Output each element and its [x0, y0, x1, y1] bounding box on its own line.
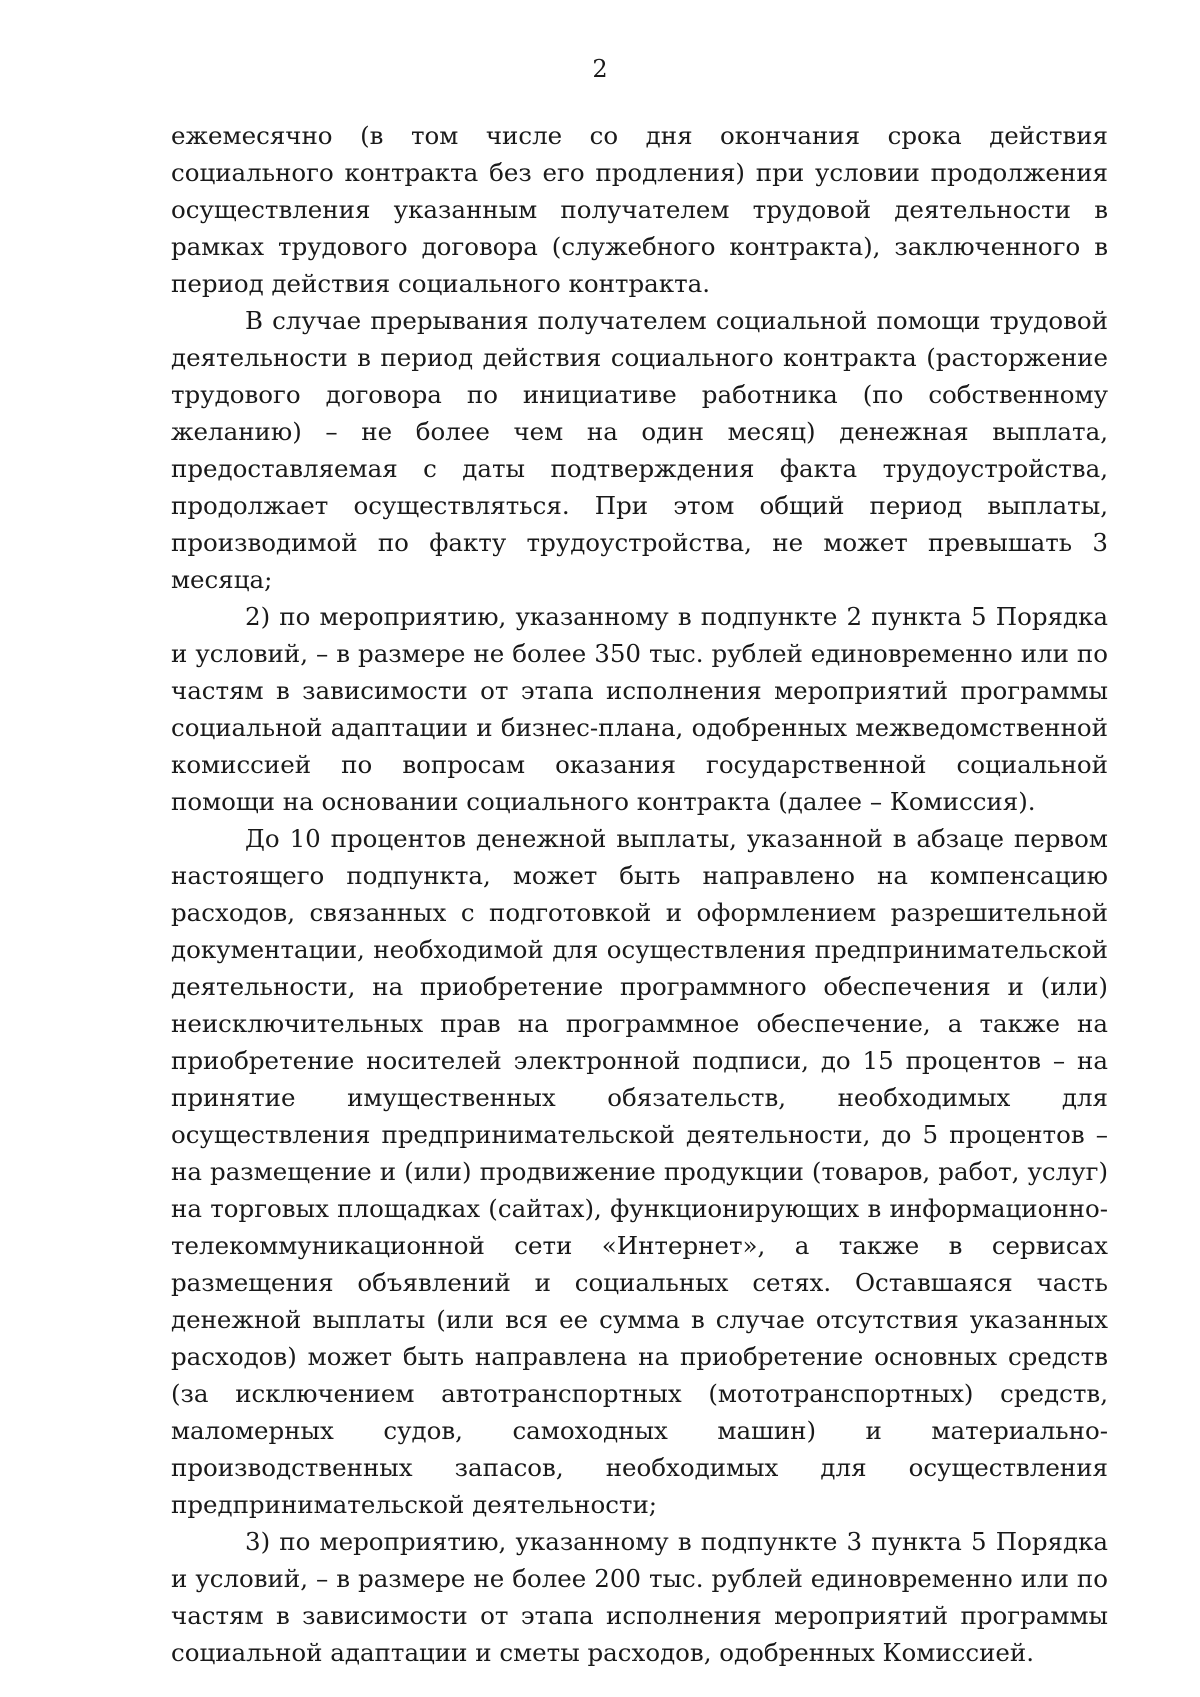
- document-body: [171, 117, 1108, 1671]
- paragraph-item-3: 3) по мероприятию, указанному в подпункте 3 пункта 5 Порядка и условий, – в размере не более 200 тыс. рублей единовременно или по частям в зависимости от этапа исполнения мероприятий программы социальной адаптации и сметы расходов, одобренных Комиссией.: [171, 1527, 1108, 1667]
- paragraph-item-2-expenses: До 10 процентов денежной выплаты, указанной в абзаце первом настоящего подпункта, может быть направлено на компенсацию расходов, связанных с подготовкой и оформлением разрешительной документации, необходимой для осуществления предпринимательской деятельности, на приобретение программного обеспечения и (или) неисключительных прав на программное обеспечение, а также на приобретение носителей электронной подписи, до 15 процентов – на принятие имущественных обязательств, необходимых для осуществления предпринимательской деятельности, до 5 процентов – на размещение и (или) продвижение продукции (товаров, работ, услуг) на торговых площадках (сайтах), функционирующих в информационно-телекоммуникационной сети «Интернет», а также в сервисах размещения объявлений и социальных сетях. Оставшаяся часть денежной выплаты (или вся ее сумма в случае отсутствия указанных расходов) может быть направлена на приобретение основных средств (за исключением автотранспортных (мототранспортных) средств, маломерных судов, самоходных машин) и материально-производственных запасов, необходимых для осуществления предпринимательской деятельности;: [171, 824, 1108, 1519]
- paragraph-employment-interruption: В случае прерывания получателем социальной помощи трудовой деятельности в период действия социального контракта (расторжение трудового договора по инициативе работника (по собственному желанию) – не более чем на один месяц) денежная выплата, предоставляемая с даты подтверждения факта трудоустройства, продолжает осуществляться. При этом общий период выплаты, производимой по факту трудоустройства, не может превышать 3 месяца;: [171, 306, 1108, 594]
- page-number: 2: [592, 55, 608, 83]
- paragraph-item-2: 2) по мероприятию, указанному в подпункте 2 пункта 5 Порядка и условий, – в размере не более 350 тыс. рублей единовременно или по частям в зависимости от этапа исполнения мероприятий программы социальной адаптации и бизнес-плана, одобренных межведомственной комиссией по вопросам оказания государственной социальной помощи на основании социального контракта (далее – Комиссия).: [171, 602, 1108, 816]
- paragraph-continuation: ежемесячно (в том числе со дня окончания срока действия социального контракта без его продления) при условии продолжения осуществления указанным получателем трудовой деятельности в рамках трудового договора (служебного контракта), заключенного в период действия социального контракта.: [171, 121, 1108, 298]
